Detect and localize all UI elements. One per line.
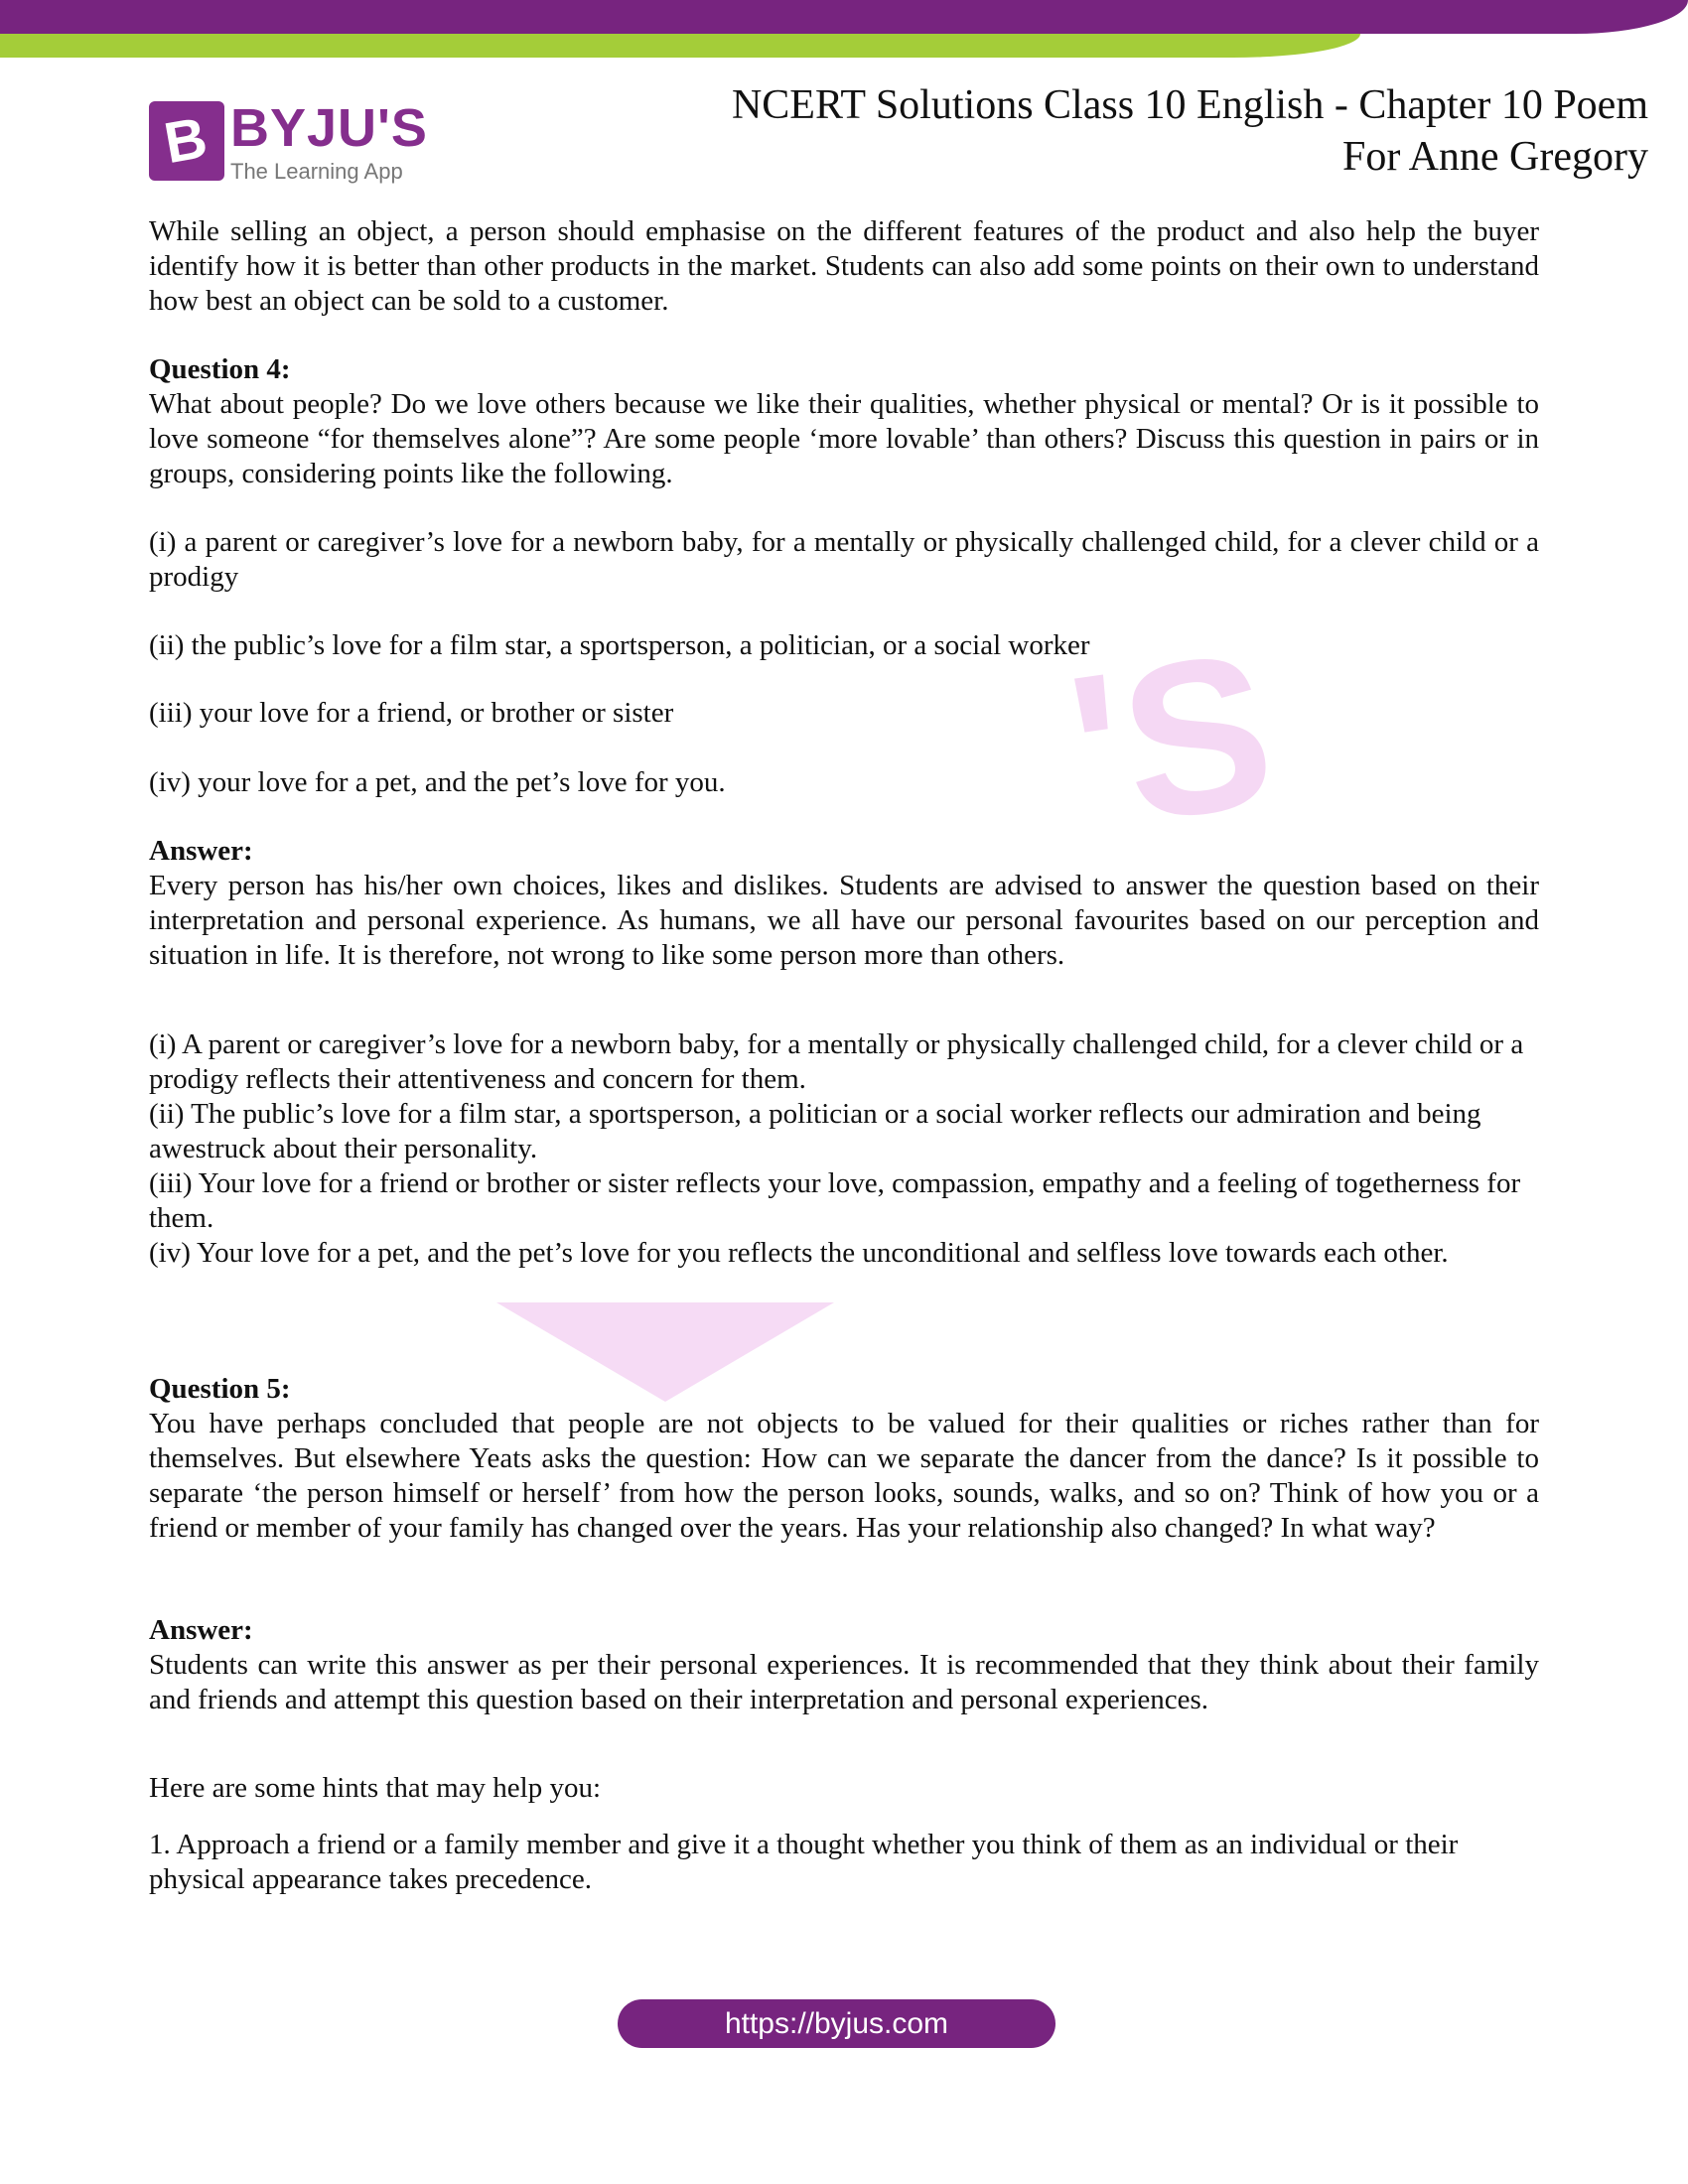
hints-intro: Here are some hints that may help you: xyxy=(149,1772,602,1804)
answer-4-point: (iv) Your love for a pet, and the pet’s love for you reflects the unconditional and selfless love towards each other. xyxy=(149,1237,1449,1269)
question-4-heading: Question 4: xyxy=(149,353,291,385)
logo-tagline: The Learning App xyxy=(230,159,403,184)
title-line-2: For Anne Gregory xyxy=(1342,134,1648,180)
header-band-green xyxy=(0,34,1360,58)
hint-1: 1. Approach a friend or a family member and give it a thought whether you think of them as an individual or their physical appearance takes precedence. xyxy=(149,1829,1459,1895)
byjus-logo[interactable] xyxy=(149,97,428,185)
answer-4-text: Every person has his/her own choices, likes and dislikes. Students are advised to answer the question based on their interpretation and personal experience. As humans, we all have our personal favourites based on our perception and situation in life. It is therefore, not wrong to like some person more than others. xyxy=(149,870,1539,971)
logo-name: BYJU'S xyxy=(230,98,428,158)
answer-4-points xyxy=(149,1027,1539,1271)
header-band-purple xyxy=(0,0,1688,34)
answer-4-point: (i) A parent or caregiver’s love for a newborn baby, for a mentally or physically challenged child, for a clever child or a prodigy reflects their attentiveness and concern for them. xyxy=(149,1028,1524,1095)
answer-4-point: (ii) The public’s love for a film star, a sportsperson, a politician or a social worker reflects our admiration and being awestruck about their personality. xyxy=(149,1098,1481,1164)
question-4-point: (ii) the public’s love for a film star, a sportsperson, a politician, or a social worker xyxy=(149,629,1090,661)
question-5-heading: Question 5: xyxy=(149,1373,291,1405)
title-line-1: NCERT Solutions Class 10 English - Chapter 10 Poem xyxy=(731,82,1648,128)
question-4-point: (iv) your love for a pet, and the pet’s love for you. xyxy=(149,766,726,798)
answer-5-heading: Answer: xyxy=(149,1614,253,1646)
answer-4-heading: Answer: xyxy=(149,835,253,867)
intro-paragraph: While selling an object, a person should emphasise on the different features of the product and also help the buyer identify how it is better than other products in the market. Students can also add some points on their own to understand how best an object can be sold to a customer. xyxy=(149,215,1539,317)
answer-5-text: Students can write this answer as per their personal experiences. It is recommended that they think about their family and friends and attempt this question based on their interpretation and personal experiences. xyxy=(149,1649,1539,1715)
question-4-text: What about people? Do we love others because we like their qualities, whether physical or mental? Or is it possible to love someone “for themselves alone”? Are some people ‘more lovable’ than others? Discuss this question in pairs or in groups, considering points like the following. xyxy=(149,388,1539,489)
question-4-point: (iii) your love for a friend, or brother or sister xyxy=(149,697,674,729)
byjus-logo-icon xyxy=(149,101,224,181)
watermark: 'S xyxy=(1055,606,1287,876)
footer-url-link[interactable]: https://byjus.com xyxy=(618,1999,1055,2048)
page-title xyxy=(732,79,1648,183)
question-5-text: You have perhaps concluded that people are not objects to be valued for their qualities or riches rather than for themselves. But elsewhere Yeats asks the question: How can we separate the dancer from the dance? Is it possible to separate ‘the person himself or herself’ from how the person looks, sounds, walks, and so on? Think of how you or a friend or member of your family has changed over the years. Has your relationship also changed? In what way? xyxy=(149,1408,1539,1544)
answer-4-point: (iii) Your love for a friend or brother or sister reflects your love, compassion, empathy and a feeling of togetherness for them. xyxy=(149,1167,1521,1234)
question-4-point: (i) a parent or caregiver’s love for a newborn baby, for a mentally or physically challenged child, for a clever child or a prodigy xyxy=(149,526,1539,593)
